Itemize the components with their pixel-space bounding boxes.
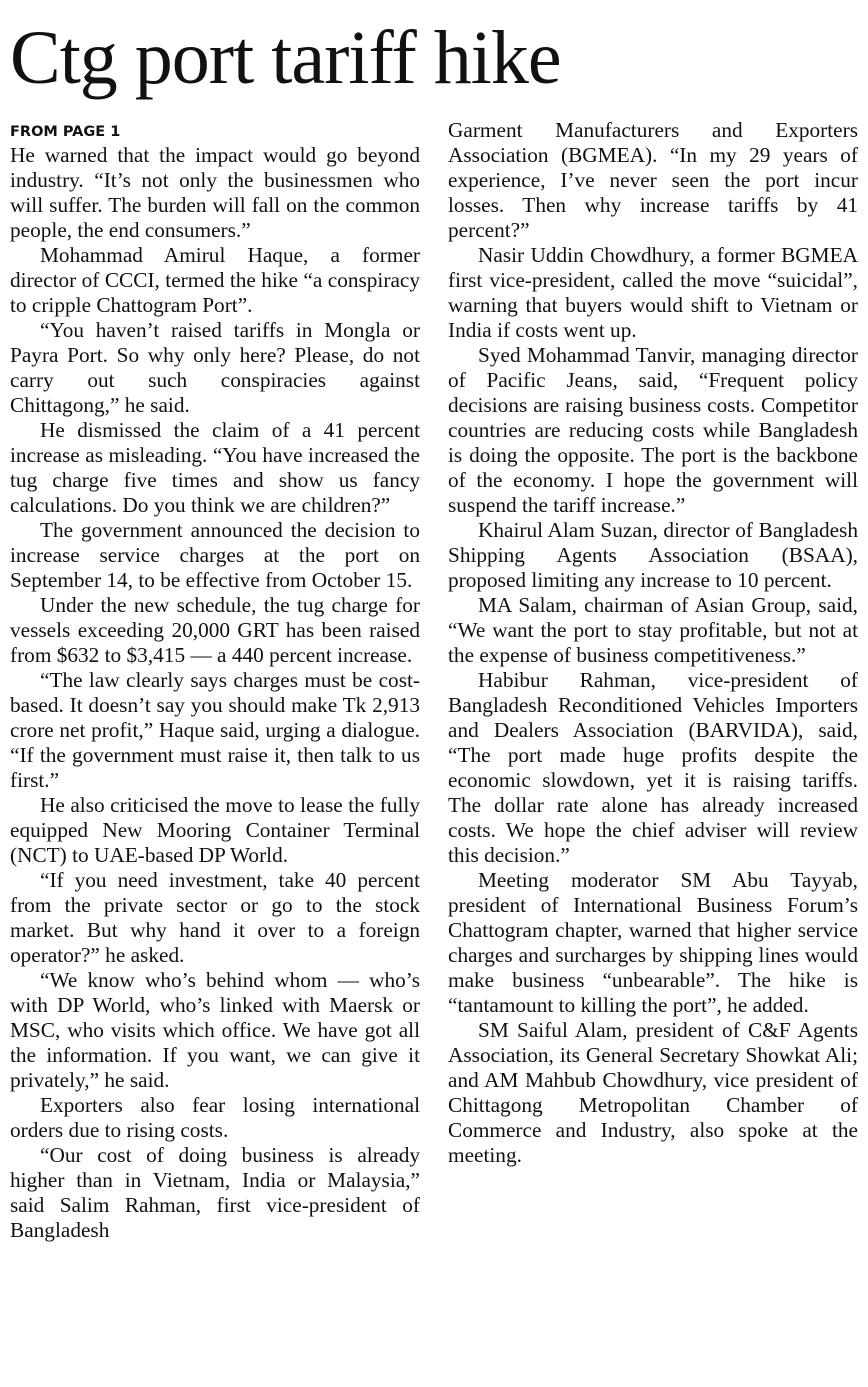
continuation-kicker: FROM PAGE 1 [10,124,121,140]
paragraph: Under the new schedule, the tug charge for vessels exceeding 20,000 GRT has been raised from $632 to $3,415 — a 440 percent increase. [10,593,420,667]
paragraph: “You haven’t raised tariffs in Mongla or Payra Port. So why only here? Please, do not carry out such conspiracies against Chittagong,” he said. [10,318,420,417]
paragraph: MA Salam, chairman of Asian Group, said, “We want the port to stay profitable, but not at the expense of business competitiveness.” [448,593,858,667]
paragraph: “We know who’s behind whom — who’s with DP World, who’s linked with Maersk or MSC, who visits which office. We have got all the information. If you want, we can give it privately,” he said. [10,968,420,1092]
paragraph: The government announced the decision to increase service charges at the port on September 14, to be effective from October 15. [10,518,420,592]
paragraph: Habibur Rahman, vice-president of Bangladesh Reconditioned Vehicles Importers and Dealers Association (BARVIDA), said, “The port made huge profits despite the economic slowdown, yet it is raising tariffs. The dollar rate alone has already increased costs. We hope the chief adviser will review this decision.” [448,668,858,867]
paragraph: “The law clearly says charges must be cost-based. It doesn’t say you should make Tk 2,913 crore net profit,” Haque said, urging a dialogue. “If the government must raise it, then talk to us first.” [10,668,420,792]
paragraph: Meeting moderator SM Abu Tayyab, president of International Business Forum’s Chattogram chapter, warned that higher service charges and surcharges by shipping lines would make business “unbearable”. The hike is “tantamount to killing the port”, he added. [448,868,858,1017]
paragraph: “Our cost of doing business is already higher than in Vietnam, India or Malaysia,” said Salim Rahman, first vice-president of Bangladesh [10,1143,420,1242]
paragraph: SM Saiful Alam, president of C&F Agents Association, its General Secretary Showkat Ali; and AM Mahbub Chowdhury, vice president of Chittagong Metropolitan Chamber of Commerce and Industry, also spoke at the meeting. [448,1018,858,1167]
paragraph: Syed Mohammad Tanvir, managing director of Pacific Jeans, said, “Frequent policy decisions are raising business costs. Competitor countries are reducing costs while Bangladesh is doing the opposite. The port is the backbone of the economy. I hope the government will suspend the tariff increase.” [448,343,858,517]
paragraph: He dismissed the claim of a 41 percent increase as misleading. “You have increased the tug charge five times and show us fancy calculations. Do you think we are children?” [10,418,420,517]
paragraph: He also criticised the move to lease the fully equipped New Mooring Container Terminal (NCT) to UAE-based DP World. [10,793,420,867]
paragraph: Nasir Uddin Chowdhury, a former BGMEA first vice-president, called the move “suicidal”, warning that buyers would shift to Vietnam or India if costs went up. [448,243,858,342]
article-column-left [10,118,420,1243]
paragraph: “If you need investment, take 40 percent from the private sector or go to the stock market. But why hand it over to a foreign operator?” he asked. [10,868,420,967]
paragraph: Mohammad Amirul Haque, a former director of CCCI, termed the hike “a conspiracy to cripple Chattogram Port”. [10,243,420,317]
paragraph: Exporters also fear losing international orders due to rising costs. [10,1093,420,1142]
headline: Ctg port tariff hike [10,16,561,100]
article-column-right [448,118,858,1168]
paragraph: Khairul Alam Suzan, director of Bangladesh Shipping Agents Association (BSAA), proposed limiting any increase to 10 percent. [448,518,858,592]
paragraph: He warned that the impact would go beyond industry. “It’s not only the businessmen who will suffer. The burden will fall on the common people, the end consumers.” [10,143,420,242]
paragraph: Garment Manufacturers and Exporters Association (BGMEA). “In my 29 years of experience, I’ve never seen the port incur losses. Then why increase tariffs by 41 percent?” [448,118,858,242]
